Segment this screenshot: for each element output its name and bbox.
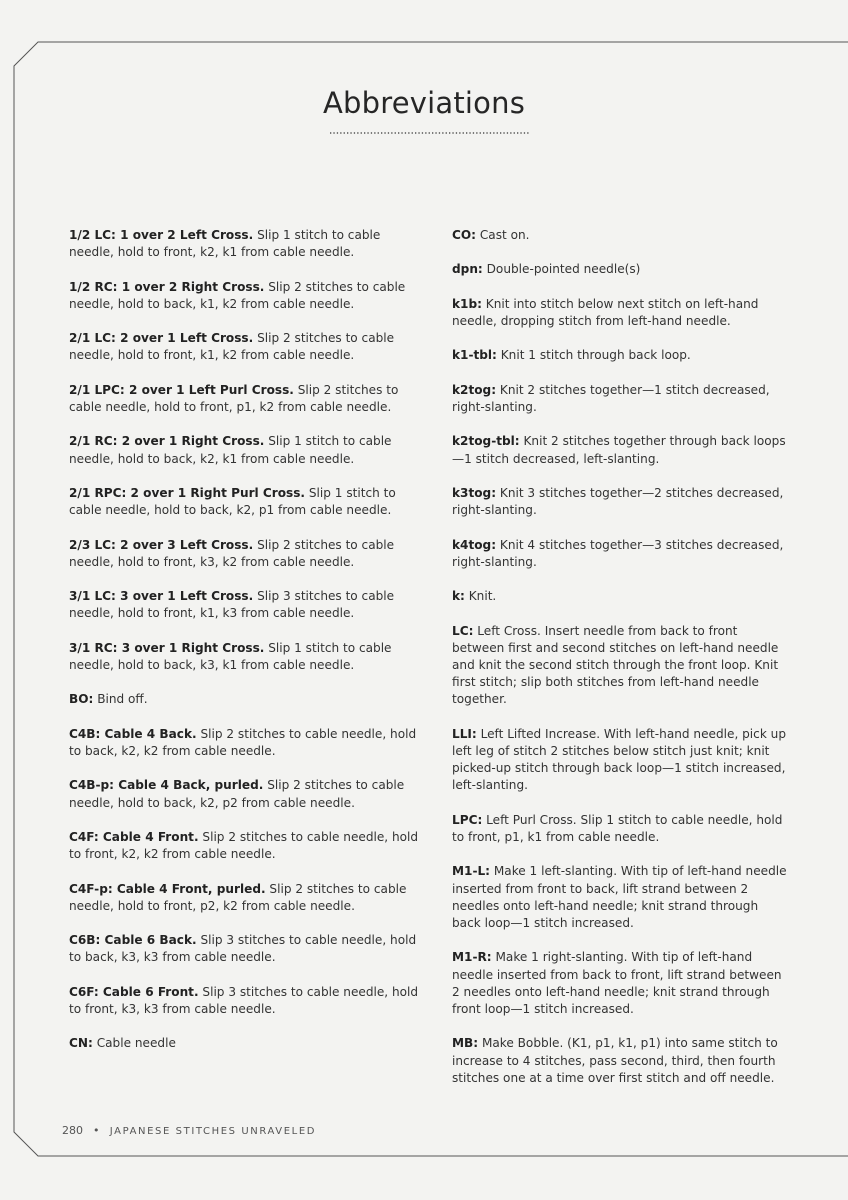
abbr-term: k4tog:: [452, 537, 497, 552]
footer-bullet: •: [93, 1124, 100, 1137]
abbr-term: k2tog-tbl:: [452, 434, 520, 449]
abbr-entry: [69, 984, 419, 1018]
abbr-entry: [69, 932, 419, 966]
title-dotted-rule: [329, 131, 531, 135]
abbr-term: LLI:: [452, 726, 477, 741]
abbr-definition: Slip 1 stitch to cable needle, hold to back, k3, k1 from cable needle.: [69, 640, 392, 672]
abbr-definition: Make Bobble. (K1, p1, k1, p1) into same stitch to increase to 4 stitches, pass second, third, then fourth stitches one at a time over first stitch and off needle.: [452, 1036, 778, 1085]
abbr-term: CN:: [69, 1036, 93, 1051]
abbr-term: 2/1 RPC: 2 over 1 Right Purl Cross.: [69, 485, 306, 500]
abbr-definition: Make 1 right-slanting. With tip of left-hand needle inserted from back to front, lift strand between 2 needles onto left-hand needle; knit strand through front loop—1 stitch increased.: [452, 950, 782, 1016]
abbr-definition: Slip 2 stitches to cable needle, hold to front, p2, k2 from cable needle.: [69, 881, 407, 913]
abbr-definition: Slip 2 stitches to cable needle, hold to back, k1, k2 from cable needle.: [69, 279, 406, 311]
abbr-entry: [452, 382, 788, 416]
abbr-term: M1-R:: [452, 950, 492, 965]
abbr-definition: Slip 2 stitches to cable needle, hold to front, k1, k2 from cable needle.: [69, 331, 395, 363]
abbr-definition: Slip 3 stitches to cable needle, hold to front, k3, k3 from cable needle.: [69, 984, 419, 1016]
abbr-entry: [452, 537, 788, 571]
abbreviations-right-column: [452, 227, 788, 1104]
abbr-term: C4F-p: Cable 4 Front, purled.: [69, 881, 266, 896]
abbr-definition: Slip 1 stitch to cable needle, hold to back, k2, k1 from cable needle.: [69, 434, 392, 466]
abbr-entry: [452, 588, 788, 605]
abbr-term: 2/1 LPC: 2 over 1 Left Purl Cross.: [69, 382, 294, 397]
abbr-entry: [452, 261, 788, 278]
abbr-term: k1-tbl:: [452, 348, 497, 363]
book-title: JAPANESE STITCHES UNRAVELED: [109, 1126, 317, 1137]
abbr-definition: Make 1 left-slanting. With tip of left-hand needle inserted from front to back, lift strand between 2 needles onto left-hand needle; knit strand through back loop—1 stitch increased.: [452, 864, 787, 930]
abbr-definition: Slip 3 stitches to cable needle, hold to back, k3, k3 from cable needle.: [69, 933, 417, 965]
abbr-definition: Knit into stitch below next stitch on left-hand needle, dropping stitch from left-hand needle.: [452, 296, 759, 328]
abbr-entry: [69, 330, 419, 364]
abbr-term: 3/1 RC: 3 over 1 Right Cross.: [69, 640, 265, 655]
abbr-term: 2/1 RC: 2 over 1 Right Cross.: [69, 434, 265, 449]
abbr-entry: [452, 623, 788, 709]
abbr-entry: [69, 227, 419, 261]
abbr-entry: [69, 588, 419, 622]
abbr-term: C6F: Cable 6 Front.: [69, 984, 199, 999]
abbr-entry: [452, 347, 788, 364]
abbr-definition: Left Lifted Increase. With left-hand needle, pick up left leg of stitch 2 stitches below stitch just knit; knit picked-up stitch through back loop—1 stitch increased, left-slanting.: [452, 726, 787, 793]
abbr-definition: Knit 2 stitches together through back loops—1 stitch decreased, left-slanting.: [452, 434, 786, 466]
page-title: Abbreviations: [322, 86, 526, 120]
abbr-term: k2tog:: [452, 382, 497, 397]
abbr-definition: Knit 3 stitches together—2 stitches decreased, right-slanting.: [452, 485, 784, 518]
abbr-term: C4B: Cable 4 Back.: [69, 726, 197, 741]
abbr-entry: [452, 433, 788, 467]
abbr-term: 2/3 LC: 2 over 3 Left Cross.: [69, 537, 254, 552]
abbr-term: 3/1 LC: 3 over 1 Left Cross.: [69, 589, 254, 604]
abbr-term: dpn:: [452, 262, 483, 277]
abbr-entry: [452, 296, 788, 330]
abbr-entry: [69, 537, 419, 571]
abbr-definition: Knit 4 stitches together—3 stitches decreased, right-slanting.: [452, 537, 784, 569]
abbr-entry: [69, 433, 419, 467]
abbr-term: k1b:: [452, 296, 482, 311]
abbr-term: 1/2 LC: 1 over 2 Left Cross.: [69, 228, 254, 242]
abbr-term: M1-L:: [452, 864, 491, 879]
abbr-entry: [69, 881, 419, 915]
abbr-definition: Bind off.: [93, 692, 148, 707]
abbr-entry: [69, 485, 419, 519]
abbr-definition: Knit.: [464, 589, 497, 604]
abbr-definition: Slip 3 stitches to cable needle, hold to front, k1, k3 from cable needle.: [69, 589, 395, 621]
abbr-entry: [452, 1035, 788, 1087]
abbr-definition: Slip 2 stitches to cable needle, hold to front, p1, k2 from cable needle.: [69, 382, 399, 414]
abbr-definition: Left Cross. Insert needle from back to front between first and second stitches on left-hand needle and knit the second stitch through the front loop. Knit first stitch; slip both stitches from left-hand needle together.: [452, 623, 779, 707]
abbr-term: LC:: [452, 623, 474, 638]
abbr-entry: [69, 777, 419, 811]
abbr-definition: Slip 2 stitches to cable needle, hold to front, k2, k2 from cable needle.: [69, 829, 419, 862]
abbr-entry: [452, 863, 788, 932]
page-footer: [62, 1124, 316, 1137]
abbr-definition: Slip 2 stitches to cable needle, hold to back, k2, p2 from cable needle.: [69, 778, 405, 810]
abbr-definition: Cable needle: [92, 1036, 176, 1051]
abbr-definition: Knit 1 stitch through back loop.: [496, 348, 691, 363]
abbr-entry: [452, 227, 788, 244]
abbr-entry: [452, 949, 788, 1018]
abbr-entry: [69, 726, 419, 760]
abbr-term: 2/1 LC: 2 over 1 Left Cross.: [69, 331, 254, 346]
abbr-entry: [69, 382, 419, 416]
abbr-definition: Left Purl Cross. Slip 1 stitch to cable needle, hold to front, p1, k1 from cable needle.: [452, 812, 783, 844]
abbr-term: k:: [452, 589, 465, 604]
abbr-definition: Slip 1 stitch to cable needle, hold to back, k2, p1 from cable needle.: [69, 485, 396, 518]
abbr-definition: Double-pointed needle(s): [482, 262, 641, 277]
abbr-entry: [69, 691, 419, 708]
abbr-entry: [69, 279, 419, 313]
abbr-term: MB:: [452, 1036, 479, 1051]
abbr-entry: [69, 829, 419, 863]
abbr-term: k3tog:: [452, 485, 497, 500]
abbr-entry: [452, 485, 788, 519]
abbr-definition: Slip 1 stitch to cable needle, hold to front, k2, k1 from cable needle.: [69, 228, 381, 260]
abbr-term: C4F: Cable 4 Front.: [69, 829, 199, 844]
abbr-definition: Slip 2 stitches to cable needle, hold to front, k3, k2 from cable needle.: [69, 537, 395, 569]
abbr-term: C4B-p: Cable 4 Back, purled.: [69, 778, 264, 793]
abbr-term: 1/2 RC: 1 over 2 Right Cross.: [69, 279, 265, 294]
abbr-entry: [69, 640, 419, 674]
abbr-definition: Slip 2 stitches to cable needle, hold to back, k2, k2 from cable needle.: [69, 726, 417, 758]
abbr-entry: [452, 812, 788, 846]
abbr-definition: Knit 2 stitches together—1 stitch decreased, right-slanting.: [452, 382, 770, 414]
abbreviations-left-column: [69, 227, 419, 1070]
abbr-entry: [69, 1035, 419, 1052]
abbr-entry: [452, 726, 788, 795]
page-number: 280: [62, 1124, 83, 1137]
abbr-term: LPC:: [452, 812, 483, 827]
abbr-term: BO:: [69, 692, 94, 707]
abbr-term: C6B: Cable 6 Back.: [69, 933, 197, 948]
abbr-term: CO:: [452, 228, 476, 242]
abbr-definition: Cast on.: [476, 228, 530, 242]
